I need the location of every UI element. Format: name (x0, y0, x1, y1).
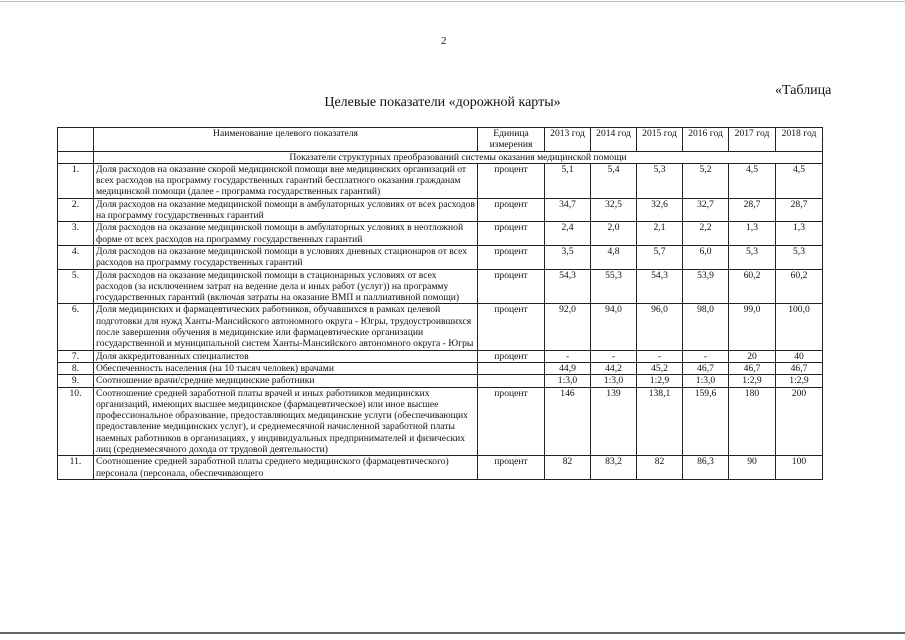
table-row (58, 350, 823, 362)
row-value-2013: 1:3,0 (545, 375, 591, 387)
row-value-2016: 32,7 (683, 198, 729, 222)
row-value-2014: 55,3 (591, 269, 637, 304)
row-value-2013: 54,3 (545, 269, 591, 304)
row-unit: процент (478, 304, 545, 350)
row-value-2017: 20 (729, 350, 776, 362)
row-index: 3. (58, 222, 94, 246)
row-value-2017: 5,3 (729, 245, 776, 269)
row-value-2013: - (545, 350, 591, 362)
header-unit: Единица измерения (478, 128, 545, 152)
header-year-2016: 2016 год (683, 128, 729, 152)
row-value-2016: 5,2 (683, 163, 729, 198)
row-value-2013: 3,5 (545, 245, 591, 269)
row-value-2016: 6,0 (683, 245, 729, 269)
row-indicator-name: Доля медицинских и фармацевтических работников, обучавшихся в рамках целевой подготовки для нужд Ханты-Мансийского автономного округа - Югры, трудоустроившихся после завершения обучения в медицинские или фармацевтические организации государственной и муниципальной систем Ханты-Мансийского автономного округа - Югры (94, 304, 478, 350)
row-unit (478, 362, 545, 374)
row-value-2014: 2,0 (591, 222, 637, 246)
row-indicator-name: Доля расходов на оказание медицинской помощи в условиях дневных стационаров от всех расходов на программу государственных гарантий (94, 245, 478, 269)
row-unit: процент (478, 222, 545, 246)
document-title: Целевые показатели «дорожной карты» (324, 95, 561, 110)
row-indicator-name: Доля расходов на оказание медицинской помощи в амбулаторных условиях в неотложной форме от всех расходов на программу государственных гарантий (94, 222, 478, 246)
row-unit: процент (478, 387, 545, 456)
row-unit: процент (478, 350, 545, 362)
row-indicator-name: Обеспеченность населения (на 10 тысяч человек) врачами (94, 362, 478, 374)
row-value-2015: - (637, 350, 683, 362)
section-index-cell (58, 151, 94, 163)
section-title: Показатели структурных преобразований системы оказания медицинской помощи (94, 151, 823, 163)
row-index: 2. (58, 198, 94, 222)
row-index: 4. (58, 245, 94, 269)
row-value-2016: 46,7 (683, 362, 729, 374)
row-value-2014: 44,2 (591, 362, 637, 374)
row-value-2018: 4,5 (776, 163, 823, 198)
row-indicator-name: Доля расходов на оказание медицинской помощи в стационарных условиях от всех расходов (за исключением затрат на ведение дела и иных работ (услуг)) на программу государственных гарантий (включая затраты на оказание ВМП и паллиативной помощи) (94, 269, 478, 304)
row-index: 5. (58, 269, 94, 304)
table-row (58, 362, 823, 374)
table-caption: «Таблица (775, 83, 832, 98)
row-index: 11. (58, 456, 94, 480)
row-unit: процент (478, 269, 545, 304)
row-value-2015: 1:2,9 (637, 375, 683, 387)
row-value-2014: 94,0 (591, 304, 637, 350)
row-value-2015: 54,3 (637, 269, 683, 304)
header-year-2014: 2014 год (591, 128, 637, 152)
row-value-2018: 100 (776, 456, 823, 480)
row-value-2015: 32,6 (637, 198, 683, 222)
row-value-2013: 92,0 (545, 304, 591, 350)
row-value-2014: 32,5 (591, 198, 637, 222)
row-value-2015: 138,1 (637, 387, 683, 456)
row-indicator-name: Доля аккредитованных специалистов (94, 350, 478, 362)
roadmap-indicators-table (57, 127, 823, 480)
row-value-2013: 5,1 (545, 163, 591, 198)
row-index: 8. (58, 362, 94, 374)
row-value-2018: 1,3 (776, 222, 823, 246)
header-year-2017: 2017 год (729, 128, 776, 152)
row-value-2015: 5,7 (637, 245, 683, 269)
row-index: 10. (58, 387, 94, 456)
row-value-2018: 200 (776, 387, 823, 456)
row-value-2018: 1:2,9 (776, 375, 823, 387)
row-value-2017: 60,2 (729, 269, 776, 304)
row-value-2016: 2,2 (683, 222, 729, 246)
header-row (58, 128, 823, 152)
table-row (58, 269, 823, 304)
row-indicator-name: Соотношение средней заработной платы врачей и иных работников медицинских организаций, имеющих высшее медицинское (фармацевтическое) или иное высшее профессиональное образование, предоставляющих медицинские услуги (обеспечивающих предоставление медицинских услуг), и среднемесячной начисленной заработной платы наемных работников в организациях, у индивидуальных предпринимателей и физических лиц (среднемесячного дохода от трудовой деятельности) (94, 387, 478, 456)
row-unit: процент (478, 163, 545, 198)
row-value-2018: 46,7 (776, 362, 823, 374)
section-row (58, 151, 823, 163)
row-unit: процент (478, 456, 545, 480)
row-indicator-name: Соотношение средней заработной платы среднего медицинского (фармацевтического) персонала (персонала, обеспечивающего (94, 456, 478, 480)
row-index: 7. (58, 350, 94, 362)
row-value-2016: 53,9 (683, 269, 729, 304)
row-value-2014: 4,8 (591, 245, 637, 269)
row-index: 9. (58, 375, 94, 387)
row-value-2016: 1:3,0 (683, 375, 729, 387)
row-value-2018: 28,7 (776, 198, 823, 222)
row-unit: процент (478, 198, 545, 222)
row-value-2017: 28,7 (729, 198, 776, 222)
header-year-2018: 2018 год (776, 128, 823, 152)
row-value-2014: 5,4 (591, 163, 637, 198)
row-indicator-name: Доля расходов на оказание медицинской помощи в амбулаторных условиях от всех расходов на программу государственных гарантий (94, 198, 478, 222)
header-index (58, 128, 94, 152)
header-year-2013: 2013 год (545, 128, 591, 152)
row-value-2015: 82 (637, 456, 683, 480)
row-index: 6. (58, 304, 94, 350)
row-value-2013: 44,9 (545, 362, 591, 374)
row-value-2014: 139 (591, 387, 637, 456)
page-number: 2 (441, 35, 447, 47)
row-value-2017: 4,5 (729, 163, 776, 198)
document-title-wrap (0, 95, 905, 111)
row-unit: процент (478, 245, 545, 269)
header-name: Наименование целевого показателя (94, 128, 478, 152)
row-value-2013: 146 (545, 387, 591, 456)
row-value-2016: 86,3 (683, 456, 729, 480)
row-value-2017: 180 (729, 387, 776, 456)
row-indicator-name: Соотношение врачи/средние медицинские работники (94, 375, 478, 387)
row-value-2017: 46,7 (729, 362, 776, 374)
row-value-2017: 1,3 (729, 222, 776, 246)
row-value-2017: 90 (729, 456, 776, 480)
row-index: 1. (58, 163, 94, 198)
row-value-2018: 60,2 (776, 269, 823, 304)
row-value-2016: 159,6 (683, 387, 729, 456)
scan-edge-bottom (0, 632, 905, 634)
row-indicator-name: Доля расходов на оказание скорой медицинской помощи вне медицинских организаций от всех расходов на программу государственных гарантий бесплатного оказания гражданам медицинской помощи (далее - программа государственных гарантий) (94, 163, 478, 198)
row-value-2018: 5,3 (776, 245, 823, 269)
header-year-2015: 2015 год (637, 128, 683, 152)
table-row (58, 222, 823, 246)
row-value-2018: 40 (776, 350, 823, 362)
row-value-2013: 34,7 (545, 198, 591, 222)
table-row (58, 198, 823, 222)
row-value-2018: 100,0 (776, 304, 823, 350)
table-row (58, 245, 823, 269)
row-unit (478, 375, 545, 387)
row-value-2016: 98,0 (683, 304, 729, 350)
row-value-2014: - (591, 350, 637, 362)
row-value-2013: 2,4 (545, 222, 591, 246)
row-value-2016: - (683, 350, 729, 362)
row-value-2017: 99,0 (729, 304, 776, 350)
row-value-2013: 82 (545, 456, 591, 480)
row-value-2014: 1:3,0 (591, 375, 637, 387)
row-value-2015: 45,2 (637, 362, 683, 374)
table-row (58, 456, 823, 480)
table-row (58, 387, 823, 456)
table-row (58, 163, 823, 198)
row-value-2015: 5,3 (637, 163, 683, 198)
row-value-2017: 1:2,9 (729, 375, 776, 387)
row-value-2015: 96,0 (637, 304, 683, 350)
table-row (58, 304, 823, 350)
row-value-2014: 83,2 (591, 456, 637, 480)
table-body (58, 151, 823, 479)
table-row (58, 375, 823, 387)
row-value-2015: 2,1 (637, 222, 683, 246)
scan-edge-top (0, 1, 905, 2)
